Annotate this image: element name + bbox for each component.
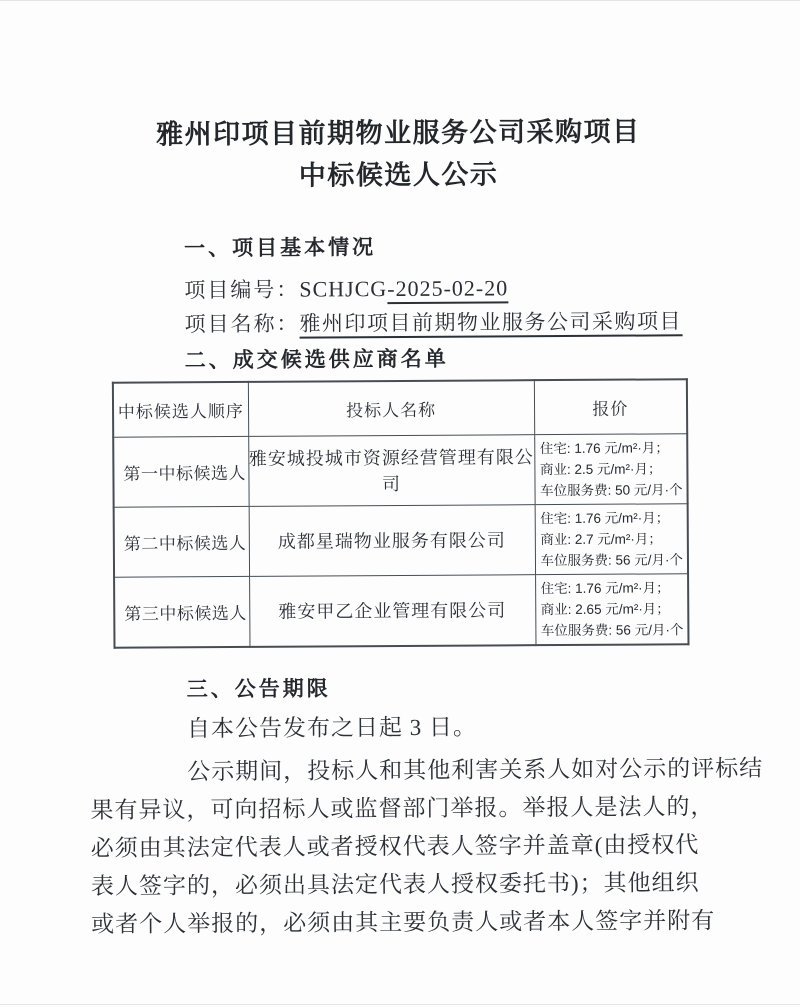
project-number-line (184, 272, 799, 306)
title-line-2: 中标候选人公示 (298, 159, 499, 191)
table-row (113, 433, 687, 507)
quote-residential: 住宅: 1.76 元/m²·月； (540, 579, 670, 596)
quote-cell (535, 503, 688, 574)
rank-cell: 第一中标候选人 (113, 436, 248, 507)
quote-parking: 车位服务费: 50 元/月·个 (539, 481, 683, 498)
bidder-cell: 雅安城投城市资源经营管理有限公司 (248, 434, 534, 506)
quote-commercial: 商业: 2.5 元/m²·月； (539, 460, 662, 477)
rank-cell: 第二中标候选人 (114, 506, 249, 577)
paragraph-line: 必须由其法定代表人或者授权代表人签字并盖章(由授权代 (90, 831, 700, 861)
section1-heading: 一、项目基本情况 (183, 236, 377, 261)
candidates-table (112, 378, 690, 648)
project-number-prefix: SCHJCG (299, 276, 388, 302)
quote-commercial: 商业: 2.65 元/m²·月； (540, 600, 670, 617)
paragraph-line: 公示期间，投标人和其他利害关系人如对公示的评标结 (187, 755, 764, 784)
document-title (0, 0, 799, 198)
paragraph-line: 果有异议，可向招标人或监督部门举报。举报人是法人的， (90, 793, 715, 823)
project-name-line (184, 306, 799, 340)
quote-cell (534, 433, 687, 504)
table-header-row (113, 379, 687, 437)
project-name-label: 项目名称： (184, 311, 300, 337)
column-header-rank: 中标候选人顺序 (113, 382, 248, 437)
column-header-quote: 报价 (534, 379, 687, 434)
quote-residential: 住宅: 1.76 元/m²·月； (539, 439, 669, 456)
title-line-1: 雅州印项目前期物业服务公司采购项目 (156, 116, 641, 150)
column-header-bidder: 投标人名称 (248, 380, 534, 436)
quote-commercial: 商业: 2.7 元/m²·月； (540, 530, 662, 547)
announcement-duration: 自本公告发布之日起 3 日。 (186, 714, 478, 741)
announcement-paragraph (2, 749, 800, 944)
project-name-value: 雅州印项目前期物业服务公司采购项目 (299, 309, 682, 338)
section3-heading: 三、公告期限 (186, 676, 331, 701)
section2-heading: 二、成交候选供应商名单 (184, 347, 449, 373)
quote-parking: 车位服务费: 56 元/月·个 (540, 621, 684, 638)
quote-residential: 住宅: 1.76 元/m²·月； (540, 509, 670, 526)
bidder-cell: 成都星瑞物业服务有限公司 (249, 504, 535, 576)
paragraph-line: 或者个人举报的，必须由其主要负责人或者本人签字并附有 (91, 907, 716, 937)
paragraph-line: 表人签字的，必须出具法定代表人授权委托书)；其他组织 (90, 869, 700, 899)
table-row (114, 503, 688, 577)
table-row (114, 573, 688, 647)
rank-cell: 第三中标候选人 (114, 576, 249, 647)
project-number-value: -2025-02-20 (387, 275, 508, 304)
quote-parking: 车位服务费: 56 元/月·个 (540, 551, 684, 568)
quote-cell (535, 573, 688, 644)
bidder-cell: 雅安甲乙企业管理有限公司 (249, 574, 535, 646)
project-number-label: 项目编号： (184, 277, 300, 303)
